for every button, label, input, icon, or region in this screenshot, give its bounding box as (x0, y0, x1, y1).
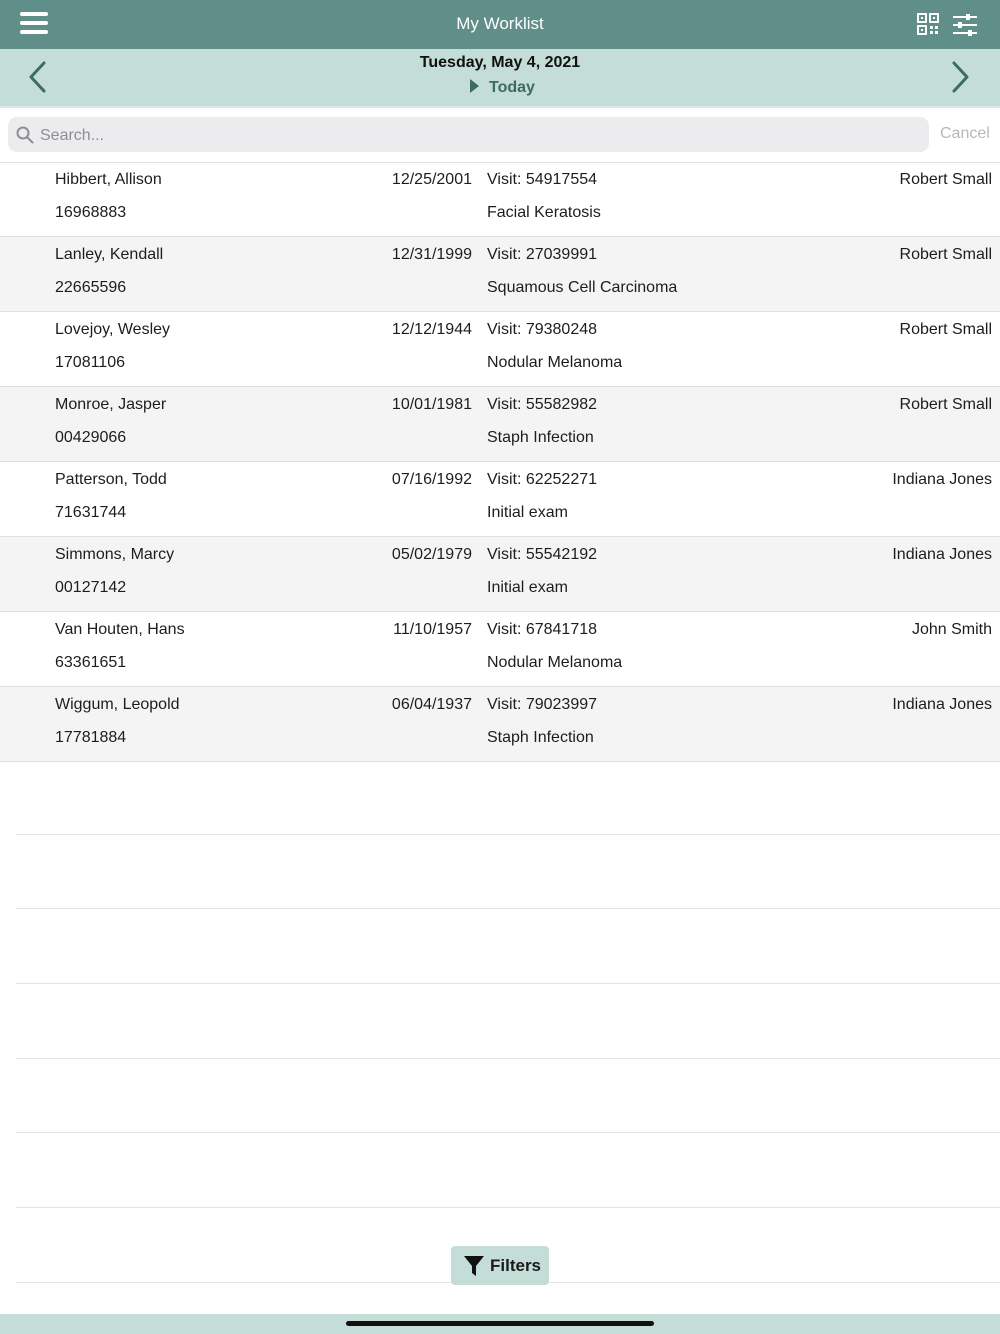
patient-mrn: 00429066 (55, 429, 127, 446)
patient-name: Lovejoy, Wesley (55, 321, 171, 338)
provider-name: Robert Small (899, 396, 992, 413)
visit-number: Visit: 79380248 (487, 321, 598, 338)
patient-name: Patterson, Todd (55, 471, 167, 488)
visit-number: Visit: 62252271 (487, 471, 598, 488)
filters-label: Filters (490, 1256, 542, 1275)
provider-name: Indiana Jones (892, 471, 992, 488)
visit-number: Visit: 54917554 (487, 171, 598, 188)
empty-row-divider (16, 1207, 1000, 1208)
empty-row-divider (16, 834, 1000, 835)
provider-name: Robert Small (899, 246, 992, 263)
patient-dob: 05/02/1979 (391, 546, 472, 563)
visit-number: Visit: 27039991 (487, 246, 598, 263)
patient-list (0, 162, 1000, 762)
visit-reason: Initial exam (487, 579, 568, 596)
chevron-right-icon[interactable] (948, 59, 972, 95)
empty-row-divider (16, 1058, 1000, 1059)
filters-button[interactable] (451, 1246, 549, 1285)
visit-number: Visit: 67841718 (487, 621, 598, 638)
table-row[interactable] (0, 387, 1000, 462)
patient-dob: 11/10/1957 (393, 621, 472, 638)
patient-dob: 06/04/1937 (391, 696, 472, 713)
visit-reason: Facial Keratosis (487, 204, 601, 221)
page-title: My Worklist (456, 14, 544, 33)
empty-row-divider (16, 908, 1000, 909)
visit-reason: Staph Infection (487, 729, 594, 746)
home-indicator[interactable] (346, 1321, 654, 1326)
triangle-right-icon (470, 79, 479, 93)
table-row[interactable] (0, 462, 1000, 537)
search-field[interactable] (8, 117, 929, 152)
sliders-icon[interactable] (952, 13, 978, 37)
current-date: Tuesday, May 4, 2021 (419, 54, 581, 71)
visit-reason: Nodular Melanoma (487, 354, 623, 371)
patient-dob: 12/12/1944 (391, 321, 472, 338)
visit-number: Visit: 55542192 (487, 546, 598, 563)
visit-reason: Squamous Cell Carcinoma (487, 279, 678, 296)
today-label: Today (489, 79, 535, 96)
search-bar (0, 108, 1000, 163)
patient-mrn: 63361651 (55, 654, 127, 671)
patient-mrn: 22665596 (55, 279, 127, 296)
top-navigation-bar (0, 0, 1000, 49)
empty-row-divider (16, 983, 1000, 984)
funnel-icon (463, 1255, 485, 1277)
today-button[interactable] (470, 79, 535, 97)
table-row[interactable] (0, 162, 1000, 237)
patient-name: Hibbert, Allison (55, 171, 162, 188)
patient-mrn: 17781884 (55, 729, 127, 746)
table-row[interactable] (0, 312, 1000, 387)
search-icon (16, 126, 34, 144)
provider-name: Indiana Jones (892, 546, 992, 563)
bottom-bar (0, 1314, 1000, 1334)
patient-name: Van Houten, Hans (55, 621, 185, 638)
patient-dob: 10/01/1981 (391, 396, 472, 413)
provider-name: John Smith (911, 621, 992, 638)
provider-name: Robert Small (899, 321, 992, 338)
patient-mrn: 71631744 (55, 504, 127, 521)
date-navigation-bar (0, 49, 1000, 108)
table-row[interactable] (0, 237, 1000, 312)
patient-mrn: 17081106 (55, 354, 125, 371)
provider-name: Robert Small (899, 171, 992, 188)
visit-reason: Initial exam (487, 504, 568, 521)
search-input[interactable] (38, 121, 922, 150)
visit-number: Visit: 79023997 (487, 696, 598, 713)
patient-name: Lanley, Kendall (55, 246, 164, 263)
patient-mrn: 00127142 (55, 579, 127, 596)
cancel-button[interactable]: Cancel (940, 125, 990, 142)
provider-name: Indiana Jones (892, 696, 992, 713)
visit-number: Visit: 55582982 (487, 396, 598, 413)
patient-name: Monroe, Jasper (55, 396, 167, 413)
visit-reason: Nodular Melanoma (487, 654, 623, 671)
empty-row-divider (16, 1132, 1000, 1133)
patient-mrn: 16968883 (55, 204, 127, 221)
qr-code-icon[interactable] (917, 13, 939, 35)
patient-dob: 12/31/1999 (391, 246, 472, 263)
visit-reason: Staph Infection (487, 429, 594, 446)
table-row[interactable] (0, 687, 1000, 762)
patient-name: Simmons, Marcy (55, 546, 175, 563)
patient-dob: 07/16/1992 (391, 471, 472, 488)
patient-dob: 12/25/2001 (391, 171, 472, 188)
table-row[interactable] (0, 537, 1000, 612)
patient-name: Wiggum, Leopold (55, 696, 180, 713)
table-row[interactable] (0, 612, 1000, 687)
